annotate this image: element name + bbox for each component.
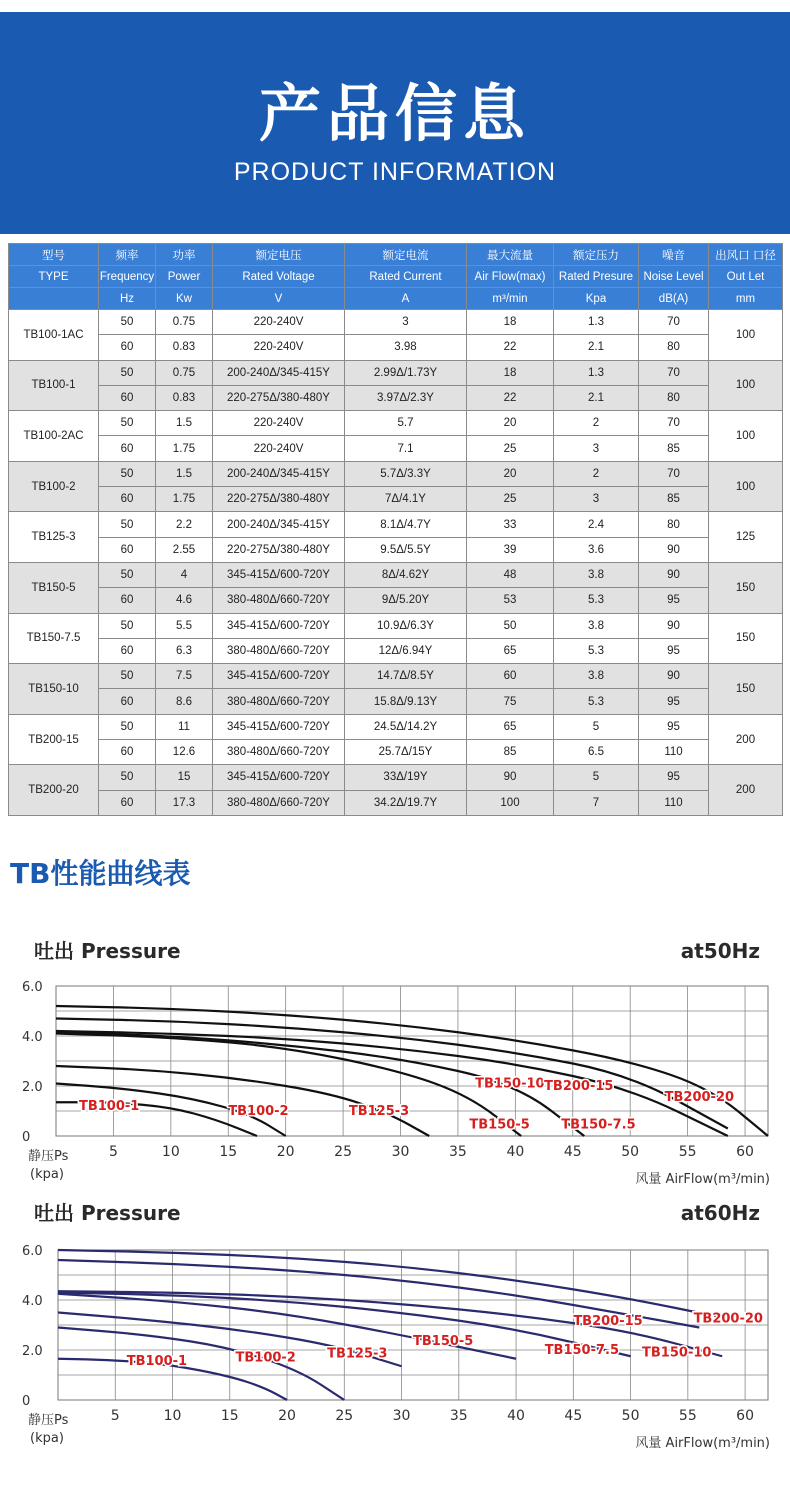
table-cell: 5.5 bbox=[156, 613, 213, 638]
table-cell: 95 bbox=[639, 689, 709, 714]
table-cell: 22 bbox=[467, 385, 554, 410]
table-cell: 15.8Δ/9.13Y bbox=[345, 689, 467, 714]
table-cell: 110 bbox=[639, 790, 709, 815]
x-tick-label: 30 bbox=[392, 1408, 411, 1424]
x-axis-label: 风量 AirFlow(m³/min) bbox=[635, 1436, 770, 1451]
model-cell: TB150-7.5 bbox=[9, 613, 99, 664]
y-tick-label: 4.0 bbox=[22, 1030, 43, 1045]
series-label: TB150-7.5 bbox=[544, 1342, 620, 1358]
table-cell: 50 bbox=[99, 613, 156, 638]
header-cell-cn: 额定电流 bbox=[345, 244, 467, 266]
table-cell: 50 bbox=[99, 411, 156, 436]
header-cell-cn: 噪音 bbox=[639, 244, 709, 266]
table-cell: 3.97Δ/2.3Y bbox=[345, 385, 467, 410]
series-label: TB100-2 bbox=[228, 1103, 289, 1119]
table-cell: 3.8 bbox=[554, 613, 639, 638]
x-tick-label: 25 bbox=[335, 1408, 354, 1424]
table-cell: 25.7Δ/15Y bbox=[345, 740, 467, 765]
table-cell: 110 bbox=[639, 740, 709, 765]
table-cell: 60 bbox=[99, 638, 156, 663]
outlet-cell: 150 bbox=[709, 613, 783, 664]
x-tick-label: 50 bbox=[621, 1144, 640, 1160]
chart-frequency-label: at60Hz bbox=[680, 1201, 760, 1225]
header-cell-en: TYPE bbox=[9, 266, 99, 288]
header-cell-en: Noise Level bbox=[639, 266, 709, 288]
table-cell: 10.9Δ/6.3Y bbox=[345, 613, 467, 638]
x-tick-label: 55 bbox=[678, 1144, 697, 1160]
table-cell: 5 bbox=[554, 765, 639, 790]
table-cell: 2.2 bbox=[156, 512, 213, 537]
table-cell: 100 bbox=[467, 790, 554, 815]
table-cell: 60 bbox=[99, 689, 156, 714]
table-cell: 80 bbox=[639, 385, 709, 410]
table-row bbox=[9, 689, 783, 714]
table-cell: 65 bbox=[467, 638, 554, 663]
x-tick-label: 5 bbox=[110, 1408, 120, 1424]
table-cell: 220-240V bbox=[213, 436, 345, 461]
x-tick-label: 40 bbox=[507, 1408, 525, 1424]
section-title: TB性能曲线表 bbox=[10, 857, 191, 890]
y-tick-label: 6.0 bbox=[22, 980, 43, 995]
table-cell: 50 bbox=[99, 765, 156, 790]
chart-frequency-label: at50Hz bbox=[680, 939, 760, 963]
x-tick-label: 40 bbox=[506, 1144, 525, 1160]
page-title: 产品信息 bbox=[258, 77, 531, 150]
spec-table-body bbox=[9, 310, 783, 816]
x-tick-label: 35 bbox=[449, 1144, 467, 1160]
table-cell: 345-415Δ/600-720Y bbox=[213, 765, 345, 790]
table-cell: 220-275Δ/380-480Y bbox=[213, 385, 345, 410]
header-cell-cn: 出风口 口径 bbox=[709, 244, 783, 266]
table-cell: 3.8 bbox=[554, 664, 639, 689]
header-cell-unit: mm bbox=[709, 288, 783, 310]
table-cell: 2 bbox=[554, 411, 639, 436]
table-row bbox=[9, 588, 783, 613]
table-cell: 39 bbox=[467, 537, 554, 562]
table-cell: 60 bbox=[99, 790, 156, 815]
series-label: TB125-3 bbox=[348, 1103, 410, 1119]
table-cell: 6.5 bbox=[554, 740, 639, 765]
table-cell: 345-415Δ/600-720Y bbox=[213, 562, 345, 587]
table-cell: 60 bbox=[99, 335, 156, 360]
x-tick-label: 55 bbox=[678, 1408, 697, 1424]
table-cell: 345-415Δ/600-720Y bbox=[213, 613, 345, 638]
table-cell: 70 bbox=[639, 461, 709, 486]
table-cell: 3.6 bbox=[554, 537, 639, 562]
table-cell: 5.7Δ/3.3Y bbox=[345, 461, 467, 486]
pressure-chart-60hz bbox=[0, 1192, 790, 1464]
table-cell: 17.3 bbox=[156, 790, 213, 815]
outlet-cell: 200 bbox=[709, 765, 783, 816]
table-row bbox=[9, 714, 783, 739]
table-cell: 60 bbox=[99, 487, 156, 512]
table-cell: 25 bbox=[467, 487, 554, 512]
outlet-cell: 100 bbox=[709, 461, 783, 512]
model-cell: TB100-2 bbox=[9, 461, 99, 512]
table-cell: 33Δ/19Y bbox=[345, 765, 467, 790]
outlet-cell: 125 bbox=[709, 512, 783, 563]
header-cell-unit: Kpa bbox=[554, 288, 639, 310]
table-cell: 60 bbox=[467, 664, 554, 689]
series-label: TB100-1 bbox=[78, 1098, 140, 1114]
table-cell: 50 bbox=[99, 512, 156, 537]
y-axis-unit: (kpa) bbox=[30, 1167, 64, 1182]
x-tick-label: 15 bbox=[220, 1408, 239, 1424]
table-cell: 380-480Δ/660-720Y bbox=[213, 588, 345, 613]
table-cell: 0.75 bbox=[156, 360, 213, 385]
table-cell: 200-240Δ/345-415Y bbox=[213, 512, 345, 537]
x-tick-label: 45 bbox=[564, 1408, 583, 1424]
table-cell: 2.1 bbox=[554, 385, 639, 410]
table-cell: 220-275Δ/380-480Y bbox=[213, 537, 345, 562]
header-cell-unit: dB(A) bbox=[639, 288, 709, 310]
table-cell: 80 bbox=[639, 512, 709, 537]
table-cell: 60 bbox=[99, 740, 156, 765]
header-cell-unit: m³/min bbox=[467, 288, 554, 310]
table-cell: 50 bbox=[99, 310, 156, 335]
table-cell: 85 bbox=[467, 740, 554, 765]
x-tick-label: 60 bbox=[736, 1408, 755, 1424]
spec-table-header bbox=[9, 244, 783, 310]
table-cell: 85 bbox=[639, 487, 709, 512]
x-axis-label: 风量 AirFlow(m³/min) bbox=[635, 1172, 770, 1187]
series-label: TB200-15 bbox=[544, 1078, 614, 1094]
table-cell: 50 bbox=[99, 562, 156, 587]
table-cell: 2.99Δ/1.73Y bbox=[345, 360, 467, 385]
x-tick-label: 20 bbox=[278, 1408, 296, 1424]
table-cell: 220-240V bbox=[213, 335, 345, 360]
table-cell: 1.3 bbox=[554, 360, 639, 385]
table-cell: 25 bbox=[467, 436, 554, 461]
table-row bbox=[9, 512, 783, 537]
x-tick-label: 60 bbox=[736, 1144, 754, 1160]
table-cell: 3.98 bbox=[345, 335, 467, 360]
outlet-cell: 100 bbox=[709, 310, 783, 361]
y-tick-label: 2.0 bbox=[22, 1080, 43, 1095]
table-cell: 5.7 bbox=[345, 411, 467, 436]
series-label: TB150-5 bbox=[413, 1334, 474, 1349]
series-line-tb200-20 bbox=[58, 1250, 722, 1318]
table-cell: 20 bbox=[467, 411, 554, 436]
table-cell: 345-415Δ/600-720Y bbox=[213, 714, 345, 739]
table-row bbox=[9, 335, 783, 360]
table-cell: 95 bbox=[639, 765, 709, 790]
table-cell: 380-480Δ/660-720Y bbox=[213, 689, 345, 714]
table-cell: 75 bbox=[467, 689, 554, 714]
table-cell: 3 bbox=[554, 487, 639, 512]
header-cell-unit: A bbox=[345, 288, 467, 310]
header-cell-cn: 型号 bbox=[9, 244, 99, 266]
header-cell-en: Power bbox=[156, 266, 213, 288]
table-cell: 5.3 bbox=[554, 689, 639, 714]
x-tick-label: 25 bbox=[334, 1144, 353, 1160]
table-cell: 70 bbox=[639, 411, 709, 436]
table-cell: 5.3 bbox=[554, 638, 639, 663]
table-cell: 85 bbox=[639, 436, 709, 461]
table-row bbox=[9, 360, 783, 385]
header-banner bbox=[0, 12, 790, 234]
table-row bbox=[9, 385, 783, 410]
table-cell: 3 bbox=[554, 436, 639, 461]
series-label: TB125-3 bbox=[327, 1346, 388, 1362]
table-cell: 50 bbox=[99, 461, 156, 486]
table-cell: 60 bbox=[99, 588, 156, 613]
table-cell: 80 bbox=[639, 335, 709, 360]
table-cell: 380-480Δ/660-720Y bbox=[213, 638, 345, 663]
y-tick-label: 0 bbox=[22, 1394, 31, 1409]
table-cell: 3 bbox=[345, 310, 467, 335]
table-cell: 2 bbox=[554, 461, 639, 486]
table-cell: 345-415Δ/600-720Y bbox=[213, 664, 345, 689]
table-cell: 1.3 bbox=[554, 310, 639, 335]
x-tick-label: 30 bbox=[391, 1144, 410, 1160]
table-cell: 65 bbox=[467, 714, 554, 739]
table-cell: 70 bbox=[639, 310, 709, 335]
table-cell: 14.7Δ/8.5Y bbox=[345, 664, 467, 689]
table-cell: 7.1 bbox=[345, 436, 467, 461]
model-cell: TB100-1AC bbox=[9, 310, 99, 361]
x-tick-label: 10 bbox=[163, 1408, 182, 1424]
x-tick-label: 35 bbox=[449, 1408, 468, 1424]
table-cell: 1.75 bbox=[156, 436, 213, 461]
outlet-cell: 100 bbox=[709, 411, 783, 462]
table-cell: 90 bbox=[639, 664, 709, 689]
model-cell: TB200-20 bbox=[9, 765, 99, 816]
table-cell: 220-275Δ/380-480Y bbox=[213, 487, 345, 512]
table-cell: 9.5Δ/5.5Y bbox=[345, 537, 467, 562]
header-cell-unit: V bbox=[213, 288, 345, 310]
table-cell: 8.1Δ/4.7Y bbox=[345, 512, 467, 537]
table-cell: 18 bbox=[467, 360, 554, 385]
table-row bbox=[9, 310, 783, 335]
header-row-en bbox=[9, 266, 783, 288]
table-cell: 200-240Δ/345-415Y bbox=[213, 360, 345, 385]
table-cell: 12.6 bbox=[156, 740, 213, 765]
header-cell-en: Out Let bbox=[709, 266, 783, 288]
series-label: TB150-5 bbox=[469, 1117, 530, 1133]
table-cell: 8.6 bbox=[156, 689, 213, 714]
header-cell-unit bbox=[9, 288, 99, 310]
header-cell-en: Air Flow(max) bbox=[467, 266, 554, 288]
table-cell: 95 bbox=[639, 588, 709, 613]
table-row bbox=[9, 562, 783, 587]
table-cell: 18 bbox=[467, 310, 554, 335]
table-cell: 15 bbox=[156, 765, 213, 790]
y-tick-label: 2.0 bbox=[22, 1344, 43, 1359]
spec-table bbox=[8, 243, 783, 816]
table-row bbox=[9, 436, 783, 461]
table-cell: 0.75 bbox=[156, 310, 213, 335]
series-label: TB200-20 bbox=[693, 1311, 763, 1327]
table-row bbox=[9, 613, 783, 638]
table-cell: 12Δ/6.94Y bbox=[345, 638, 467, 663]
table-row bbox=[9, 765, 783, 790]
table-row bbox=[9, 740, 783, 765]
y-tick-label: 4.0 bbox=[22, 1294, 43, 1309]
table-cell: 220-240V bbox=[213, 310, 345, 335]
outlet-cell: 150 bbox=[709, 562, 783, 613]
x-tick-label: 10 bbox=[161, 1144, 180, 1160]
table-cell: 0.83 bbox=[156, 385, 213, 410]
table-cell: 2.4 bbox=[554, 512, 639, 537]
table-cell: 48 bbox=[467, 562, 554, 587]
table-cell: 1.5 bbox=[156, 461, 213, 486]
series-label: TB200-20 bbox=[664, 1090, 735, 1105]
table-cell: 90 bbox=[467, 765, 554, 790]
series-line-tb150-5 bbox=[56, 1034, 521, 1137]
model-cell: TB125-3 bbox=[9, 512, 99, 563]
series-line-tb100-2 bbox=[58, 1328, 344, 1401]
table-cell: 90 bbox=[639, 537, 709, 562]
chart-title: 吐出 Pressure bbox=[34, 1201, 181, 1225]
x-tick-label: 15 bbox=[219, 1144, 238, 1160]
x-tick-label: 5 bbox=[108, 1144, 118, 1160]
x-tick-label: 45 bbox=[563, 1144, 582, 1160]
x-tick-label: 20 bbox=[276, 1144, 295, 1160]
series-label: TB100-2 bbox=[235, 1350, 296, 1366]
model-cell: TB150-5 bbox=[9, 562, 99, 613]
table-cell: 11 bbox=[156, 714, 213, 739]
table-cell: 380-480Δ/660-720Y bbox=[213, 740, 345, 765]
table-cell: 95 bbox=[639, 714, 709, 739]
model-cell: TB100-2AC bbox=[9, 411, 99, 462]
table-row bbox=[9, 664, 783, 689]
table-cell: 50 bbox=[467, 613, 554, 638]
outlet-cell: 200 bbox=[709, 714, 783, 765]
table-cell: 50 bbox=[99, 360, 156, 385]
table-cell: 6.3 bbox=[156, 638, 213, 663]
table-cell: 90 bbox=[639, 613, 709, 638]
header-row-unit bbox=[9, 288, 783, 310]
table-cell: 9Δ/5.20Y bbox=[345, 588, 467, 613]
series-label: TB200-15 bbox=[573, 1314, 643, 1329]
table-cell: 2.1 bbox=[554, 335, 639, 360]
table-cell: 200-240Δ/345-415Y bbox=[213, 461, 345, 486]
table-cell: 34.2Δ/19.7Y bbox=[345, 790, 467, 815]
table-cell: 60 bbox=[99, 537, 156, 562]
table-cell: 95 bbox=[639, 638, 709, 663]
x-tick-label: 50 bbox=[621, 1408, 640, 1424]
table-cell: 60 bbox=[99, 436, 156, 461]
header-cell-en: Rated Voltage bbox=[213, 266, 345, 288]
outlet-cell: 100 bbox=[709, 360, 783, 411]
table-cell: 7.5 bbox=[156, 664, 213, 689]
table-cell: 1.5 bbox=[156, 411, 213, 436]
table-row bbox=[9, 411, 783, 436]
table-row bbox=[9, 537, 783, 562]
header-cell-en: Rated Current bbox=[345, 266, 467, 288]
header-cell-cn: 功率 bbox=[156, 244, 213, 266]
table-cell: 70 bbox=[639, 360, 709, 385]
header-cell-cn: 额定电压 bbox=[213, 244, 345, 266]
table-cell: 22 bbox=[467, 335, 554, 360]
series-label: TB100-1 bbox=[126, 1354, 188, 1369]
table-cell: 7Δ/4.1Y bbox=[345, 487, 467, 512]
outlet-cell: 150 bbox=[709, 664, 783, 715]
table-cell: 5.3 bbox=[554, 588, 639, 613]
y-tick-label: 0 bbox=[22, 1130, 31, 1145]
y-axis-label: 静压Ps bbox=[28, 1149, 69, 1164]
header-cell-cn: 额定压力 bbox=[554, 244, 639, 266]
table-cell: 380-480Δ/660-720Y bbox=[213, 790, 345, 815]
table-row bbox=[9, 638, 783, 663]
page-subtitle: PRODUCT INFORMATION bbox=[233, 158, 557, 186]
table-row bbox=[9, 461, 783, 486]
series-label: TB150-10 bbox=[475, 1076, 545, 1092]
table-cell: 20 bbox=[467, 461, 554, 486]
y-tick-label: 6.0 bbox=[22, 1244, 43, 1259]
table-cell: 220-240V bbox=[213, 411, 345, 436]
table-cell: 33 bbox=[467, 512, 554, 537]
table-cell: 0.83 bbox=[156, 335, 213, 360]
series-label: TB150-7.5 bbox=[561, 1117, 636, 1133]
y-axis-label: 静压Ps bbox=[28, 1413, 69, 1428]
model-cell: TB200-15 bbox=[9, 714, 99, 765]
header-cell-cn: 最大流量 bbox=[467, 244, 554, 266]
y-axis-unit: (kpa) bbox=[30, 1431, 64, 1446]
pressure-chart-50hz bbox=[0, 930, 790, 1190]
table-row bbox=[9, 790, 783, 815]
table-cell: 24.5Δ/14.2Y bbox=[345, 714, 467, 739]
header-cell-unit: Kw bbox=[156, 288, 213, 310]
header-cell-cn: 频率 bbox=[99, 244, 156, 266]
table-cell: 3.8 bbox=[554, 562, 639, 587]
table-cell: 90 bbox=[639, 562, 709, 587]
table-cell: 50 bbox=[99, 714, 156, 739]
table-cell: 53 bbox=[467, 588, 554, 613]
table-row bbox=[9, 487, 783, 512]
table-cell: 50 bbox=[99, 664, 156, 689]
series-label: TB150-10 bbox=[642, 1345, 712, 1361]
table-cell: 5 bbox=[554, 714, 639, 739]
header-cell-unit: Hz bbox=[99, 288, 156, 310]
table-cell: 8Δ/4.62Y bbox=[345, 562, 467, 587]
model-cell: TB150-10 bbox=[9, 664, 99, 715]
header-cell-en: Frequency bbox=[99, 266, 156, 288]
model-cell: TB100-1 bbox=[9, 360, 99, 411]
chart-title: 吐出 Pressure bbox=[34, 939, 181, 963]
table-cell: 1.75 bbox=[156, 487, 213, 512]
table-cell: 4 bbox=[156, 562, 213, 587]
header-row-cn bbox=[9, 244, 783, 266]
table-cell: 2.55 bbox=[156, 537, 213, 562]
table-cell: 60 bbox=[99, 385, 156, 410]
table-cell: 7 bbox=[554, 790, 639, 815]
table-cell: 4.6 bbox=[156, 588, 213, 613]
header-cell-en: Rated Presure bbox=[554, 266, 639, 288]
